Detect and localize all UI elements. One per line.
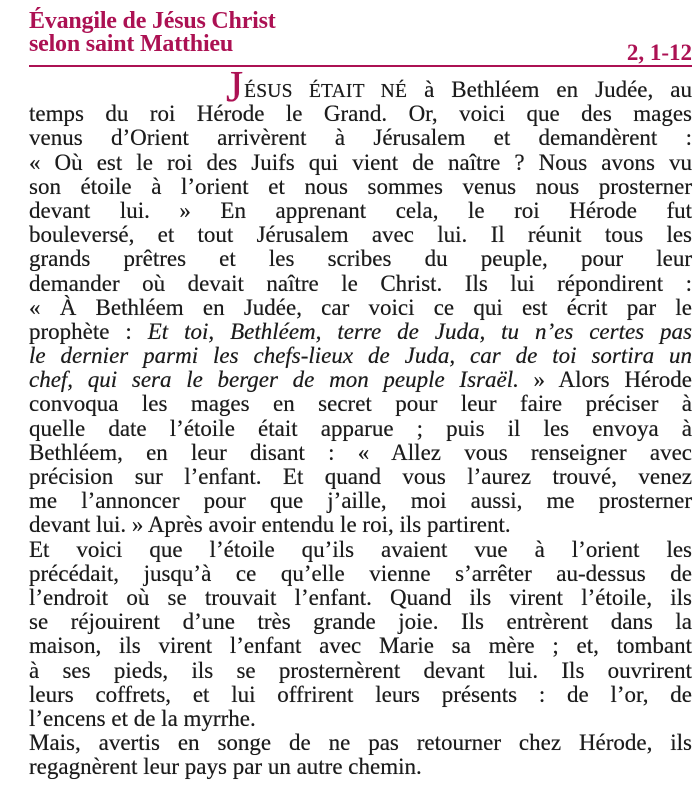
text-line [29, 175, 692, 199]
text-line [29, 659, 692, 683]
text-segment-normal: l’endroit où se trouvait l’enfant. Quand ils virent l’étoile, ils [29, 584, 692, 610]
text-line [29, 320, 692, 344]
text-line [29, 102, 692, 126]
text-line [29, 392, 692, 416]
text-line [29, 465, 692, 489]
text-segment-italic: Et toi, Bethléem, terre de Juda, tu n’es certes pas [147, 318, 693, 344]
lectionary-header [29, 10, 692, 67]
text-line [29, 199, 692, 223]
text-segment-normal: » Alors Hérode [518, 367, 693, 393]
text-line [29, 417, 692, 441]
text-line [29, 151, 692, 175]
text-line [29, 586, 692, 610]
text-segment-normal: précision sur l’enfant. Et quand vous l’aurez trouvé, venez [29, 464, 692, 489]
text-segment-normal: venus d’Orient arrivèrent à Jérusalem et demandèrent : [29, 125, 692, 151]
text-segment-normal: prophète : [29, 318, 148, 344]
text-line [29, 707, 692, 731]
text-segment-italic: chef, qui sera le berger de mon peuple Israël. [29, 367, 519, 393]
text-segment-normal: se réjouirent d’une très grande joie. Ils entrèrent dans la [29, 609, 692, 635]
scripture-reference: 2, 1-12 [626, 40, 692, 65]
text-segment-normal: Bethléem, en leur disant : « Allez vous renseigner avec [29, 439, 692, 465]
header-title-line1: Évangile de Jésus Christ [29, 8, 276, 34]
gospel-text [29, 62, 693, 780]
text-segment-normal: temps du roi Hérode le Grand. Or, voici que des mages [29, 101, 692, 127]
text-segment-normal: bouleversé, et tout Jérusalem avec lui. Il réunit tous les [29, 222, 692, 248]
text-line [29, 683, 692, 707]
text-line [29, 489, 692, 513]
text-line [29, 755, 692, 779]
text-segment-normal: grands prêtres et les scribes du peuple, pour leur [29, 246, 692, 272]
text-segment-smallcaps: ÉSUS ÉTAIT NÉ [244, 81, 408, 102]
text-line [29, 562, 692, 586]
text-segment-normal: son étoile à l’orient et nous sommes venus nous prosterner [29, 173, 692, 199]
text-line [29, 296, 692, 320]
text-segment-normal: devant lui. » En apprenant cela, le roi Hérode fut [29, 197, 692, 223]
text-segment-normal: à Bethléem en Judée, au [407, 77, 692, 102]
text-segment-italic: le dernier parmi les chefs-lieux de Juda, car de toi sortira un [29, 343, 692, 369]
text-segment-normal: Mais, avertis en songe de ne pas retourner chez Hérode, ils [29, 730, 692, 756]
text-segment-normal: précédait, jusqu’à ce qu’elle vienne s’arrêter au-dessus de [29, 560, 692, 586]
text-segment-normal: leurs coffrets, et lui offrirent leurs présents : de l’or, de [29, 681, 692, 707]
text-line [29, 368, 692, 392]
text-segment-normal: devant lui. » Après avoir entendu le roi, ils partirent. [29, 512, 511, 538]
text-line [29, 247, 692, 271]
header-title-line2: selon saint Matthieu [29, 31, 234, 57]
text-segment-normal: me l’annoncer pour que j’aille, moi aussi, me prosterner [29, 488, 692, 514]
text-segment-normal: demander où devait naître le Christ. Ils lui répondirent : [29, 270, 692, 296]
text-line [29, 538, 692, 562]
text-line [29, 272, 692, 296]
text-segment-normal: convoqua les mages en secret pour leur faire préciser à [29, 391, 692, 417]
text-line [29, 441, 692, 465]
text-line [29, 634, 692, 658]
text-line [29, 223, 692, 247]
text-line [29, 610, 692, 634]
text-line [29, 344, 692, 368]
text-line [29, 731, 692, 755]
header-rule [29, 65, 692, 67]
drop-cap-initial: J [226, 62, 244, 111]
text-segment-normal: quelle date l’étoile était apparue ; puis il les envoya à [29, 415, 692, 441]
text-segment-normal: « À Bethléem en Judée, car voici ce qui est écrit par le [29, 294, 692, 320]
text-line [29, 513, 692, 537]
text-segment-normal: regagnèrent leur pays par un autre chemin. [29, 754, 422, 780]
text-segment-normal: « Où est le roi des Juifs qui vient de naître ? Nous avons vu [29, 149, 692, 175]
text-segment-normal: maison, ils virent l’enfant avec Marie sa mère ; et, tombant [29, 633, 692, 659]
text-line [29, 62, 692, 111]
text-segment-normal: à ses pieds, ils se prosternèrent devant lui. Ils ouvrirent [29, 657, 692, 683]
text-segment-normal: l’encens et de la myrrhe. [29, 705, 256, 731]
text-segment-normal: Et voici que l’étoile qu’ils avaient vue à l’orient les [29, 536, 692, 562]
text-line [29, 126, 692, 150]
